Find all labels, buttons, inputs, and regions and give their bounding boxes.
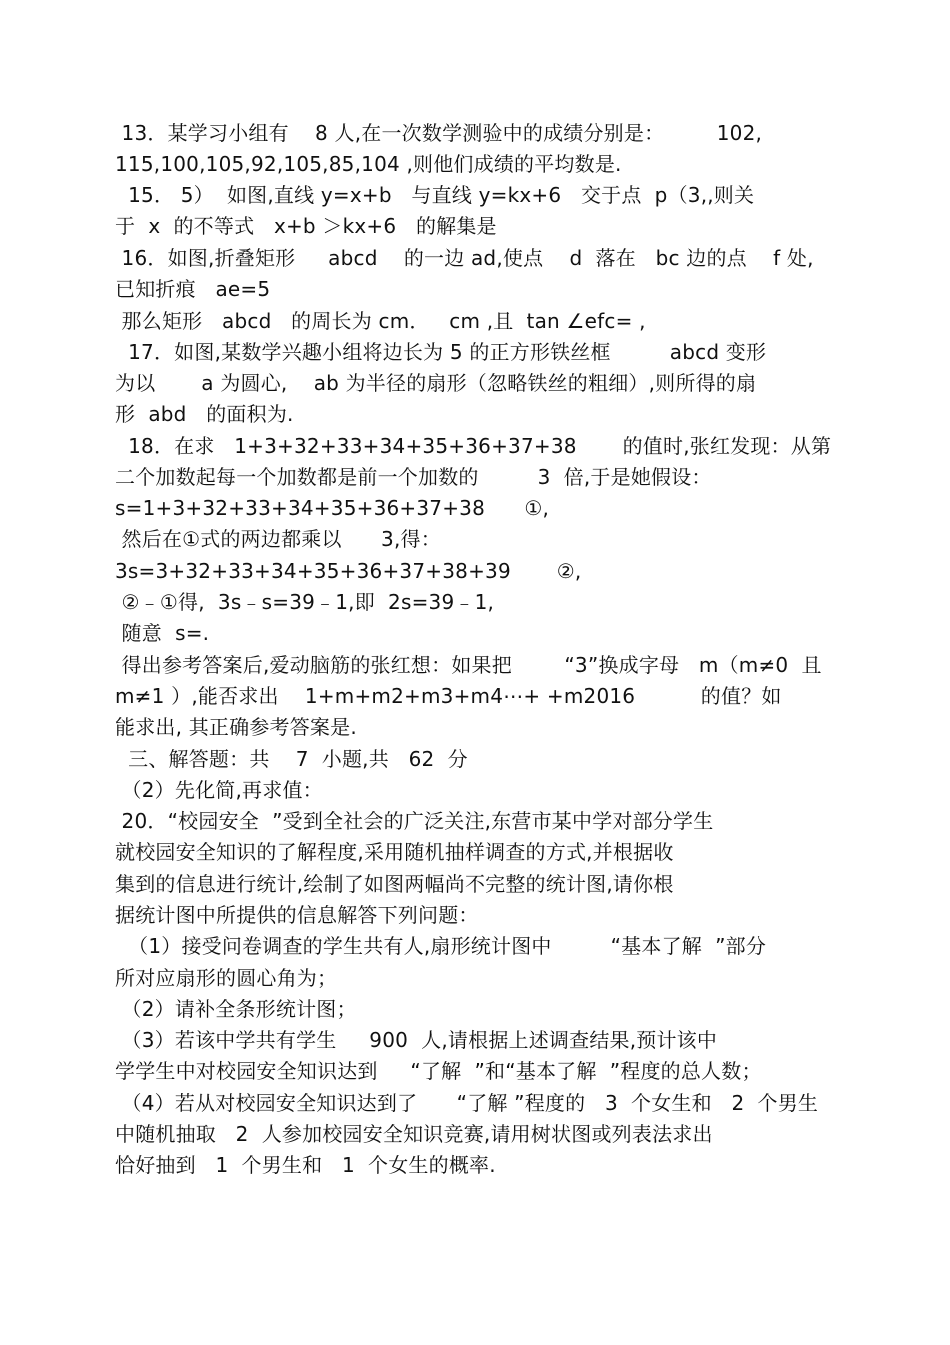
q18-line-1: 18．在求 1+3+32+33+34+35+36+37+38 的值时,张红发现：从第 xyxy=(115,434,832,458)
q20-sub-4-line-3: 恰好抽到 1 个男生和 1 个女生的概率. xyxy=(115,1153,496,1177)
q20-sub-1-line-2: 所对应扇形的圆心角为； xyxy=(115,966,338,990)
q18-line-7: 随意 s=. xyxy=(115,621,210,645)
q19-part-2: （2）先化简,再求值： xyxy=(115,778,323,802)
q18-line-8: 得出参考答案后,爱动脑筋的张红想：如果把 “3”换成字母 m（m≠0 且 xyxy=(115,653,822,677)
q15-line-1: 15． 5） 如图,直线 y=x+b 与直线 y=kx+6 交于点 p（3,,则关 xyxy=(115,183,755,207)
q13-line-2: 115,100,105,92,105,85,104 ,则他们成绩的平均数是. xyxy=(115,152,622,176)
q13-line-1: 13．某学习小组有 8 人,在一次数学测验中的成绩分别是： 102, xyxy=(115,121,763,145)
q18-line-2: 二个加数起每一个加数都是前一个加数的 3 倍,于是她假设： xyxy=(115,465,712,489)
q20-line-2: 就校园安全知识的了解程度,采用随机抽样调查的方式,并根据收 xyxy=(115,840,674,864)
q15-line-2: 于 x 的不等式 x+b ＞kx+6 的解集是 xyxy=(115,214,497,238)
q20-sub-1-line-1: （1）接受问卷调查的学生共有人,扇形统计图中 “基本了解 ”部分 xyxy=(115,934,767,958)
q16-line-3: 那么矩形 abcd 的周长为 cm． cm ,且 tan ∠efc= , xyxy=(115,309,646,333)
q18-line-4: 然后在①式的两边都乘以 3,得： xyxy=(115,527,441,551)
q17-line-2: 为以 a 为圆心, ab 为半径的扇形（忽略铁丝的粗细）,则所得的扇 xyxy=(115,371,757,395)
q16-line-1: 16．如图,折叠矩形 abcd 的一边 ad,使点 d 落在 bc 边的点 f 处, xyxy=(115,246,814,270)
q18-line-6: ②﹣①得, 3s﹣s=39﹣1,即 2s=39﹣1, xyxy=(115,590,495,614)
q18-line-9: m≠1 ）,能否求出 1+m+m2+m3+m4⋯+ +m2016 的值？如 xyxy=(115,684,782,708)
q20-line-1: 20．“校园安全 ”受到全社会的广泛关注,东营市某中学对部分学生 xyxy=(115,809,714,833)
q20-sub-4-line-2: 中随机抽取 2 人参加校园安全知识竞赛,请用树状图或列表法求出 xyxy=(115,1122,713,1146)
q20-sub-3-line-2: 学学生中对校园安全知识达到 “了解 ”和“基本了解 ”程度的总人数； xyxy=(115,1059,762,1083)
q18-line-5: 3s=3+32+33+34+35+36+37+38+39 ②, xyxy=(115,559,582,583)
q20-sub-4-line-1: （4）若从对校园安全知识达到了 “了解 ”程度的 3 个女生和 2 个男生 xyxy=(115,1091,819,1115)
q20-sub-3-line-1: （3）若该中学共有学生 900 人,请根据上述调查结果,预计该中 xyxy=(115,1028,718,1052)
q18-line-10: 能求出, 其正确参考答案是. xyxy=(115,715,357,739)
q17-line-3: 形 abd 的面积为. xyxy=(115,402,294,426)
q20-sub-2: （2）请补全条形统计图； xyxy=(115,997,357,1021)
q20-line-3: 集到的信息进行统计,绘制了如图两幅尚不完整的统计图,请你根 xyxy=(115,872,674,896)
q18-line-3: s=1+3+32+33+34+35+36+37+38 ①, xyxy=(115,496,550,520)
section-heading: 三、解答题：共 7 小题,共 62 分 xyxy=(115,747,468,771)
q17-line-1: 17．如图,某数学兴趣小组将边长为 5 的正方形铁丝框 abcd 变形 xyxy=(115,340,767,364)
q20-line-4: 据统计图中所提供的信息解答下列问题： xyxy=(115,903,479,927)
q16-line-2: 已知折痕 ae=5 xyxy=(115,277,271,301)
